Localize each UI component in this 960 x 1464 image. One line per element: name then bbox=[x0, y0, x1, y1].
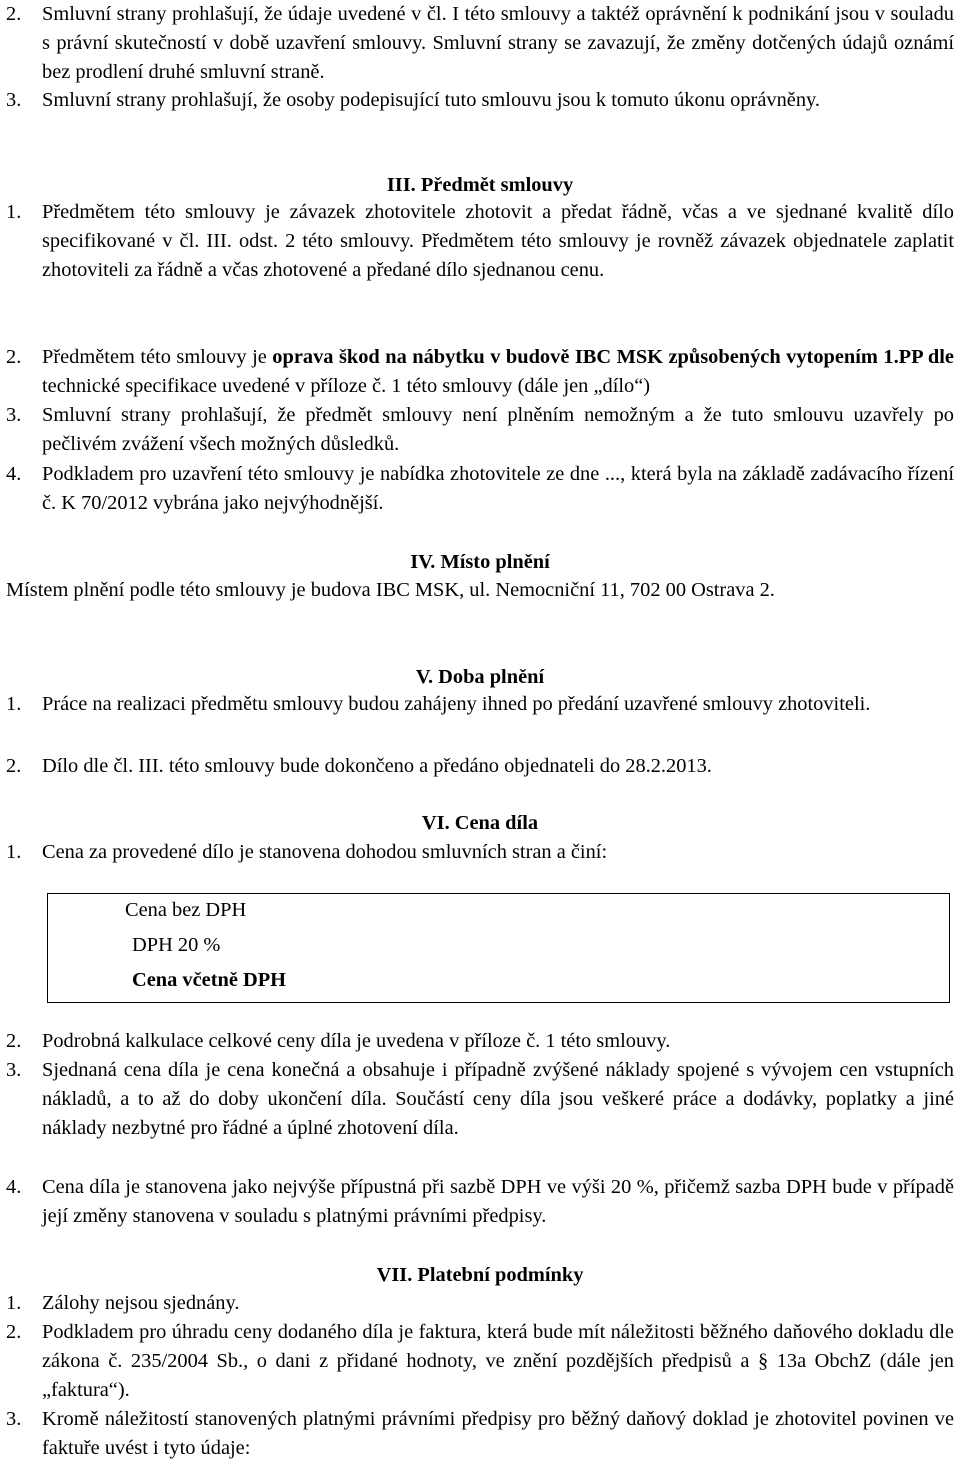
clause-number: 4. bbox=[6, 1176, 22, 1198]
clause-text: Práce na realizaci předmětu smlouvy budou zahájeny ihned po předání uzavřené smlouvy zhotoviteli. bbox=[42, 693, 871, 715]
clause-3-1 bbox=[6, 198, 954, 285]
clause-6-2 bbox=[6, 1027, 954, 1056]
section-heading-vii: VII. Platební podmínky bbox=[376, 1264, 584, 1286]
clause-5-2 bbox=[6, 752, 954, 781]
clause-6-4 bbox=[6, 1173, 954, 1231]
clause-text: Předmětem této smlouvy je závazek zhotovitele zhotovit a předat řádně, včas a ve sjednané kvalitě dílo specifikované v čl. III. odst. 2 této smlouvy. Předmětem této smlouvy je rovněž závazek objednatele zaplatit zhotoviteli za řádně a včas zhotovené a předané dílo sjednanou cenu. bbox=[42, 201, 954, 281]
clause-number: 3. bbox=[6, 404, 22, 426]
clause-7-3 bbox=[6, 1405, 954, 1463]
clause-number: 2. bbox=[6, 1030, 22, 1052]
clause-text: Smluvní strany prohlašují, že osoby podepisující tuto smlouvu jsou k tomuto úkonu oprávněny. bbox=[42, 89, 820, 111]
clause-3-4 bbox=[6, 460, 954, 518]
clause-text: Smluvní strany prohlašují, že předmět smlouvy není plněním nemožným a že tuto smlouvu uzavřely po pečlivém zvážení všech možných důsledků. bbox=[42, 404, 954, 455]
clause-3-2 bbox=[6, 343, 954, 401]
clause-5-1 bbox=[6, 690, 954, 719]
clause-text-part: technické specifikace uvedené v příloze č. 1 této smlouvy (dále jen „dílo“) bbox=[42, 374, 651, 397]
clause-2-2 bbox=[6, 0, 954, 87]
clause-number: 1. bbox=[6, 693, 22, 715]
clause-number: 1. bbox=[6, 1292, 22, 1314]
clause-3-3 bbox=[6, 401, 954, 459]
section-heading-iii: III. Předmět smlouvy bbox=[386, 174, 574, 196]
clause-text-bold: oprava škod na nábytku v budově IBC MSK způsobených vytopením 1.PP dle bbox=[272, 346, 954, 368]
clause-number: 2. bbox=[6, 346, 22, 368]
clause-text: Cena díla je stanovena jako nejvýše přípustná při sazbě DPH ve výši 20 %, přičemž sazba DPH bude v případě její změny stanovena v souladu s platnými právními předpisy. bbox=[42, 1176, 954, 1227]
clause-6-3 bbox=[6, 1056, 954, 1143]
clause-number: 2. bbox=[6, 1321, 22, 1343]
clause-text-part: Předmětem této smlouvy je bbox=[42, 346, 267, 368]
clause-number: 2. bbox=[6, 3, 22, 25]
clause-7-2 bbox=[6, 1318, 954, 1405]
clause-number: 3. bbox=[6, 89, 22, 111]
clause-number: 4. bbox=[6, 463, 22, 485]
clause-number: 2. bbox=[6, 755, 22, 777]
price-without-vat-label: Cena bez DPH bbox=[125, 899, 247, 921]
price-with-vat-label: Cena včetně DPH bbox=[132, 969, 287, 991]
clause-number: 3. bbox=[6, 1059, 22, 1081]
clause-text: Podkladem pro uzavření této smlouvy je nabídka zhotovitele ze dne ..., která byla na základě zadávacího řízení č. K 70/2012 vybrána jako nejvýhodnější. bbox=[42, 463, 954, 514]
clause-text: Podrobná kalkulace celkové ceny díla je uvedena v příloze č. 1 této smlouvy. bbox=[42, 1030, 671, 1052]
clause-text: Dílo dle čl. III. této smlouvy bude dokončeno a předáno objednateli do 28.2.2013. bbox=[42, 755, 712, 777]
clause-text: Smluvní strany prohlašují, že údaje uvedené v čl. I této smlouvy a taktéž oprávnění k podnikání jsou v souladu s právní skutečností v době uzavření smlouvy. Smluvní strany se zavazují, že změny dotčených údajů oznámí bez prodlení druhé smluvní straně. bbox=[42, 3, 954, 83]
place-of-performance-text: Místem plnění podle této smlouvy je budova IBC MSK, ul. Nemocniční 11, 702 00 Ostrava 2. bbox=[6, 579, 775, 601]
price-table bbox=[47, 893, 950, 1003]
clause-2-3 bbox=[6, 86, 954, 115]
clause-text: Kromě náležitostí stanovených platnými právními předpisy pro běžný daňový doklad je zhotovitel povinen ve faktuře uvést i tyto údaje: bbox=[42, 1408, 954, 1459]
clause-text: Cena za provedené dílo je stanovena dohodou smluvních stran a činí: bbox=[42, 841, 608, 863]
clause-6-1 bbox=[6, 838, 954, 867]
section-heading-v: V. Doba plnění bbox=[415, 666, 545, 688]
clause-text: Podkladem pro úhradu ceny dodaného díla je faktura, která bude mít náležitosti běžného daňového dokladu dle zákona č. 235/2004 Sb., o dani z přidané hodnoty, ve znění pozdějších předpisů a § 13a ObchZ (dále jen „faktura“). bbox=[42, 1321, 954, 1401]
clause-text: Zálohy nejsou sjednány. bbox=[42, 1292, 240, 1314]
clause-number: 1. bbox=[6, 201, 22, 223]
clause-text bbox=[42, 343, 954, 401]
vat-label: DPH 20 % bbox=[132, 934, 221, 956]
clause-number: 1. bbox=[6, 841, 22, 863]
clause-7-1 bbox=[6, 1289, 954, 1318]
section-heading-iv: IV. Místo plnění bbox=[410, 551, 550, 573]
clause-number: 3. bbox=[6, 1408, 22, 1430]
section-heading-vi: VI. Cena díla bbox=[421, 812, 539, 834]
clause-text: Sjednaná cena díla je cena konečná a obsahuje i případně zvýšené náklady spojené s vývojem cen vstupních nákladů, a to až do doby ukončení díla. Součástí ceny díla jsou veškeré práce a dodávky, poplatky a jiné náklady nezbytné pro řádné a úplné zhotovení díla. bbox=[42, 1059, 954, 1139]
